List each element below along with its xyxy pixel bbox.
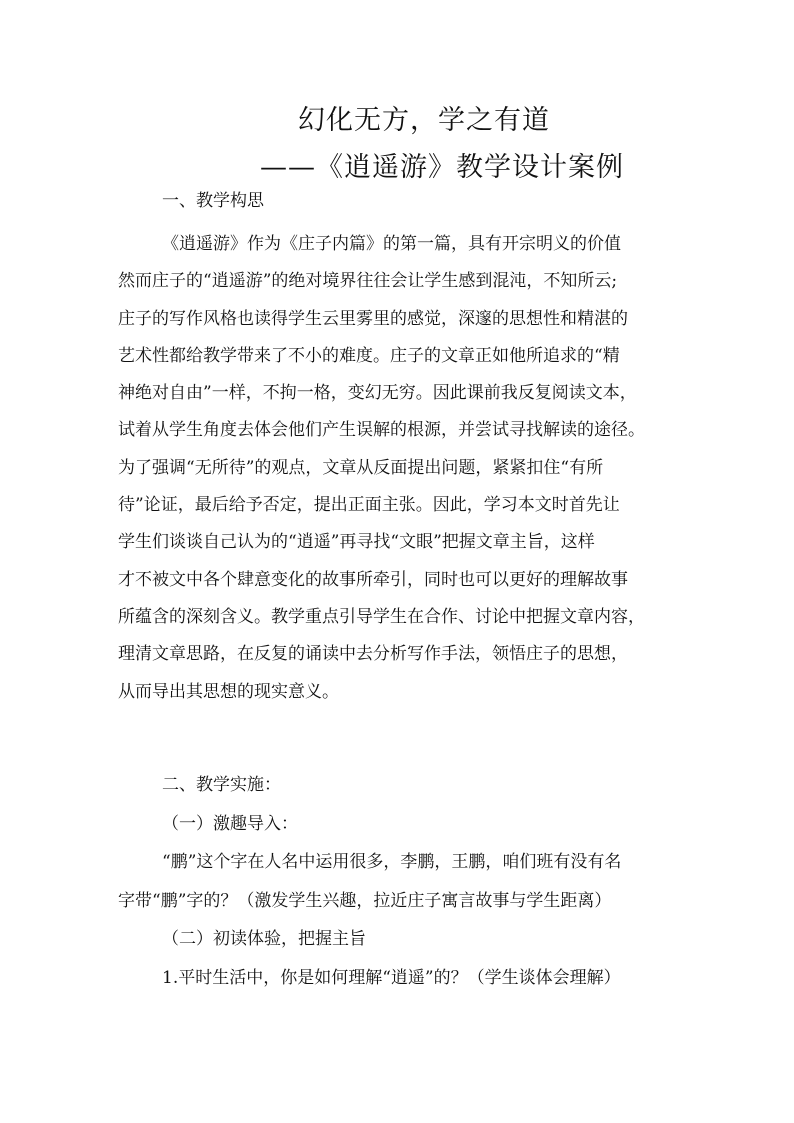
section-teaching-implementation: [118, 766, 683, 997]
paragraph-line: 所蕴含的深刻含义。教学重点引导学生在合作、讨论中把握文章内容，: [118, 606, 645, 627]
paragraph-line: 神绝对自由”一样，不拘一格，变幻无穷。因此课前我反复阅读文本，: [118, 383, 637, 404]
paragraph-line: 学生们谈谈自己认为的“逍遥”再寻找“文眼”把握文章主旨，这样: [118, 532, 595, 553]
document-title: 幻化无方，学之有道: [298, 105, 550, 136]
paragraph-line: 理清文章思路，在反复的诵读中去分析写作手法，领悟庄子的思想，: [118, 644, 628, 665]
subsection-heading-first-reading: （二）初读体验，把握主旨: [162, 929, 366, 949]
paragraph-line: 才不被文中各个肆意变化的故事所牵引，同时也可以更好的理解故事: [118, 569, 628, 590]
paragraph-teaching-concept: [118, 226, 683, 711]
paragraph-line: “鹏”这个字在人名中运用很多，李鹏，王鹏，咱们班有没有名: [162, 852, 622, 872]
paragraph-line: 从而导出其思想的现实意义。: [118, 681, 339, 702]
subsection-heading-interest-intro: （一）激趣导入：: [162, 813, 298, 834]
paragraph-line: 然而庄子的“逍遥游”的绝对境界往往会让学生感到混沌，不知所云;: [118, 271, 618, 292]
paragraph-line: 《逍遥游》作为《庄子内篇》的第一篇，具有开宗明义的价值: [162, 234, 621, 254]
paragraph-line: 艺术性都给教学带来了不小的难度。庄子的文章正如他所追求的“精: [118, 345, 620, 366]
document-subtitle: ——《逍遥游》教学设计案例: [260, 152, 624, 183]
section-heading-teaching-implementation: 二、教学实施：: [162, 775, 281, 795]
list-item: 1.平时生活中，你是如何理解“逍遥”的？（学生谈体会理解）: [162, 967, 621, 988]
paragraph-line: 庄子的写作风格也读得学生云里雾里的感觉，深邃的思想性和精湛的: [118, 308, 628, 329]
paragraph-line: 字带“鹏”字的？（激发学生兴趣，拉近庄子寓言故事与学生距离）: [118, 890, 612, 911]
paragraph-line: 待”论证，最后给予否定，提出正面主张。因此，学习本文时首先让: [118, 495, 620, 516]
paragraph-line: 为了强调“无所待”的观点，文章从反面提出问题，紧紧扣住“有所: [118, 457, 604, 478]
section-heading-teaching-concept: 一、教学构思: [162, 191, 264, 211]
paragraph-line: 试着从学生角度去体会他们产生误解的根源，并尝试寻找解读的途径。: [118, 420, 645, 441]
